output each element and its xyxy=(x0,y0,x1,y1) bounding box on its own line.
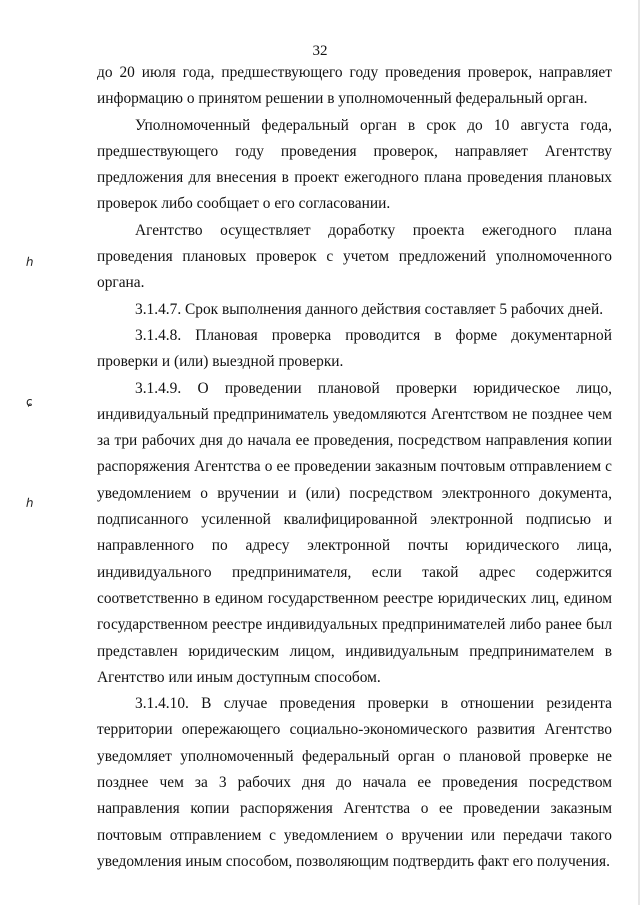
paragraph: 3.1.4.7. Срок выполнения данного действия составляет 5 рабочих дней. xyxy=(135,300,604,318)
paragraph: Уполномоченный федеральный орган в срок до 10 августа года, предшествующего году проведения проверок, направляет Агентству предложения для внесения в проект ежегодного плана проведения плановых проверок либо сообщает о его согласовании. xyxy=(97,116,612,213)
document-body xyxy=(97,60,612,875)
binding-hole-mark: ℎ xyxy=(26,255,34,269)
binding-hole-mark: ℎ xyxy=(26,496,34,510)
paragraph: 3.1.4.8. Плановая проверка проводится в форме документарной проверки и (или) выездной проверки. xyxy=(97,326,612,371)
paragraph: 3.1.4.10. В случае проведения проверки в отношении резидента территории опережающего социально-экономического развития Агентство уведомляет уполномоченный федеральный орган о плановой проверке не позднее чем за 3 рабочих дня до начала ее проведения посредством направления копии распоряжения Агентства о ее проведении заказным почтовым отправлением с уведомлением о вручении или передачи такого уведомления иным способом, позволяющим подтвердить факт его получения. xyxy=(97,695,612,870)
paragraph: 3.1.4.9. О проведении плановой проверки юридическое лицо, индивидуальный предприниматель уведомляются Агентством не позднее чем за три рабочих дня до начала ее проведения, посредством направления копии распоряжения Агентства о ее проведении заказным почтовым отправлением с уведомлением о вручении и (или) посредством электронного документа, подписанного усиленной квалифицированной электронной подписью и направленного по адресу электронной почты юридического лица, индивидуального предпринимателя, если такой адрес содержится соответственно в едином государственном реестре юридических лиц, едином государственном реестре индивидуальных предпринимателей либо ранее был представлен юридическим лицом, индивидуальным предпринимателем в Агентство или иным доступным способом. xyxy=(97,379,612,686)
binding-hole-mark: ɕ xyxy=(26,395,33,409)
paragraph: Агентство осуществляет доработку проекта ежегодного плана проведения плановых проверок с учетом предложений уполномоченного органа. xyxy=(97,221,612,292)
paragraph: до 20 июля года, предшествующего году проведения проверок, направляет информацию о принятом решении в уполномоченный федеральный орган. xyxy=(97,64,612,108)
page-number: 32 xyxy=(312,43,328,59)
